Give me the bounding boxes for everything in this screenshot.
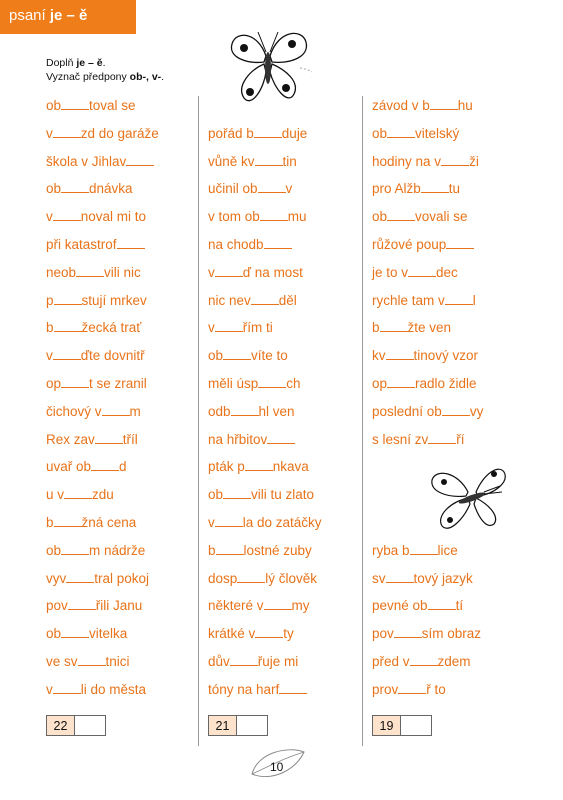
exercise-item xyxy=(372,234,532,262)
header-topic: je – ě xyxy=(49,7,88,24)
fill-in-blank[interactable] xyxy=(408,265,436,277)
exercise-text-before: ob xyxy=(208,487,224,503)
exercise-text-before: ryba b xyxy=(372,542,410,558)
exercise-text-after: vili tu zlato xyxy=(251,487,315,503)
exercise-text-after: tinový vzor xyxy=(413,348,479,364)
fill-in-blank[interactable] xyxy=(231,404,259,416)
exercise-item xyxy=(208,151,368,179)
exercise-text-before: ob xyxy=(46,98,62,113)
exercise-text-after: tí xyxy=(455,598,464,614)
exercise-item xyxy=(372,484,532,512)
exercise-item xyxy=(208,178,368,206)
exercise-text-before: kv xyxy=(372,348,386,364)
instruction-line-2: Vyznač předpony ob-, v-. xyxy=(46,71,165,83)
fill-in-blank[interactable] xyxy=(53,126,81,138)
fill-in-blank[interactable] xyxy=(254,126,282,138)
fill-in-blank[interactable] xyxy=(126,154,154,166)
exercise-text-after: tu xyxy=(448,181,461,197)
fill-in-blank[interactable] xyxy=(255,626,283,638)
exercise-item xyxy=(372,262,532,290)
fill-in-blank[interactable] xyxy=(445,293,473,305)
exercise-item xyxy=(46,262,206,290)
exercise-item xyxy=(46,456,206,484)
exercise-text-before: v xyxy=(208,264,215,280)
exercise-text-before: je to v xyxy=(372,264,409,280)
exercise-text-after: ži xyxy=(469,153,479,169)
fill-in-blank[interactable] xyxy=(230,654,258,666)
exercise-item xyxy=(208,262,368,290)
fill-in-blank[interactable] xyxy=(53,682,81,694)
fill-in-blank[interactable] xyxy=(380,320,408,332)
fill-in-blank[interactable] xyxy=(410,543,438,555)
exercise-text-before: při katastrof xyxy=(46,236,117,252)
fill-in-blank[interactable] xyxy=(61,376,89,388)
exercise-text-before: uvař ob xyxy=(46,459,92,475)
exercise-item xyxy=(46,345,206,373)
exercise-item xyxy=(372,151,532,179)
exercise-column-1 xyxy=(46,95,206,707)
exercise-item xyxy=(46,401,206,429)
score-input[interactable] xyxy=(237,716,267,735)
exercise-text-before: ob xyxy=(208,348,224,364)
exercise-item xyxy=(46,317,206,345)
exercise-item xyxy=(46,123,206,151)
exercise-item xyxy=(208,595,368,623)
score-total: 21 xyxy=(209,716,237,735)
exercise-text-before: ob xyxy=(46,542,62,558)
fill-in-blank[interactable] xyxy=(223,348,251,360)
exercise-text-after: v xyxy=(285,181,293,197)
page-number: 10 xyxy=(270,760,284,774)
fill-in-blank[interactable] xyxy=(68,598,96,610)
fill-in-blank[interactable] xyxy=(442,404,470,416)
exercise-text-before: v xyxy=(46,348,53,364)
exercise-text-before: na hřbitov xyxy=(208,431,268,447)
score-box-1 xyxy=(46,715,106,736)
exercise-text-after: noval mi to xyxy=(80,209,147,225)
exercise-item xyxy=(372,206,532,234)
fill-in-blank[interactable] xyxy=(258,181,286,193)
exercise-text-after: vitelka xyxy=(89,626,128,642)
exercise-text-before: b xyxy=(46,320,54,336)
exercise-text-after: t se zranil xyxy=(89,375,147,391)
exercise-item xyxy=(46,540,206,568)
fill-in-blank[interactable] xyxy=(215,265,243,277)
exercise-item xyxy=(372,373,532,401)
fill-in-blank[interactable] xyxy=(441,154,469,166)
exercise-text-before: nic nev xyxy=(208,292,251,308)
exercise-text-after: žte ven xyxy=(407,320,452,336)
exercise-text-after: řuje mi xyxy=(257,653,299,669)
fill-in-blank[interactable] xyxy=(264,237,292,249)
exercise-text-before: v tom ob xyxy=(208,209,260,225)
exercise-text-after: ří xyxy=(456,431,465,447)
exercise-text-before: v xyxy=(46,681,53,697)
exercise-text-before: v xyxy=(46,125,53,141)
exercise-text-before: v xyxy=(208,514,215,530)
exercise-text-after: lý člověk xyxy=(265,570,318,586)
fill-in-blank[interactable] xyxy=(223,487,251,499)
exercise-item xyxy=(208,373,368,401)
exercise-text-after: li do města xyxy=(80,681,147,697)
exercise-text-before: ob xyxy=(46,626,62,642)
fill-in-blank[interactable] xyxy=(387,126,415,138)
exercise-text-after: tříl xyxy=(122,431,138,447)
exercise-text-before: b xyxy=(208,542,216,558)
exercise-text-after: dnávka xyxy=(89,181,133,197)
exercise-text-after: děl xyxy=(278,292,297,308)
exercise-text-before: op xyxy=(46,375,62,391)
fill-in-blank[interactable] xyxy=(428,432,456,444)
exercise-item xyxy=(208,345,368,373)
exercise-text-after: l xyxy=(472,292,476,308)
exercise-text-before: na chodb xyxy=(208,236,264,252)
exercise-item xyxy=(46,429,206,457)
exercise-text-after: zdu xyxy=(92,487,114,503)
fill-in-blank[interactable] xyxy=(215,320,243,332)
page-header xyxy=(0,0,136,34)
exercise-text-after: hu xyxy=(457,98,473,113)
exercise-text-after: d xyxy=(119,459,127,475)
exercise-text-before: měli úsp xyxy=(208,375,259,391)
fill-in-blank[interactable] xyxy=(258,376,286,388)
exercise-item xyxy=(372,568,532,596)
exercise-text-after: ř to xyxy=(426,681,446,697)
exercise-text-before: rychle tam v xyxy=(372,292,445,308)
exercise-text-after: ďte dovnitř xyxy=(80,348,145,364)
exercise-item xyxy=(372,345,532,373)
exercise-text-before: závod v b xyxy=(372,98,430,113)
header-prefix: psaní xyxy=(9,7,50,24)
exercise-text-after: tral pokoj xyxy=(94,570,150,586)
exercise-text-before: růžové poup xyxy=(372,236,447,252)
exercise-text-after: nkava xyxy=(272,459,309,475)
exercise-text-before: pov xyxy=(46,598,68,614)
fill-in-blank[interactable] xyxy=(53,209,81,221)
exercise-text-after: sím obraz xyxy=(421,626,482,642)
fill-in-blank[interactable] xyxy=(237,571,265,583)
exercise-item xyxy=(46,651,206,679)
exercise-text-after: vitelský xyxy=(415,125,460,141)
exercise-item xyxy=(46,373,206,401)
fill-in-blank[interactable] xyxy=(61,626,89,638)
fill-in-blank[interactable] xyxy=(394,626,422,638)
exercise-text-before: před v xyxy=(372,653,410,669)
exercise-item xyxy=(208,95,368,123)
exercise-text-before: s lesní zv xyxy=(372,431,429,447)
exercise-item xyxy=(372,429,532,457)
exercise-text-after: my xyxy=(291,598,310,614)
exercise-item xyxy=(208,290,368,318)
exercise-text-after: víte to xyxy=(251,348,288,364)
exercise-text-after: vovali se xyxy=(415,209,468,225)
exercise-item xyxy=(46,595,206,623)
exercise-text-before: škola v Jihlav xyxy=(46,153,127,169)
exercise-text-after: tin xyxy=(282,153,297,169)
score-box-3 xyxy=(372,715,432,736)
exercise-item xyxy=(372,317,532,345)
exercise-item xyxy=(372,595,532,623)
exercise-text-after: tový jazyk xyxy=(413,570,473,586)
exercise-item xyxy=(208,568,368,596)
exercise-text-before: pořád b xyxy=(208,125,254,141)
fill-in-blank[interactable] xyxy=(264,598,292,610)
exercise-text-after: hl ven xyxy=(258,403,295,419)
exercise-text-after: tnici xyxy=(105,653,130,669)
fill-in-blank[interactable] xyxy=(386,348,414,360)
fill-in-blank[interactable] xyxy=(215,515,243,527)
exercise-item xyxy=(372,623,532,651)
fill-in-blank[interactable] xyxy=(251,293,279,305)
fill-in-blank[interactable] xyxy=(216,543,244,555)
exercise-item xyxy=(46,512,206,540)
exercise-item xyxy=(372,651,532,679)
fill-in-blank[interactable] xyxy=(64,487,92,499)
exercise-text-before: čichový v xyxy=(46,403,102,419)
fill-in-blank[interactable] xyxy=(54,320,82,332)
exercise-text-after: žná cena xyxy=(81,514,137,530)
exercise-item xyxy=(208,401,368,429)
exercise-item xyxy=(208,456,368,484)
exercise-text-after: řím ti xyxy=(242,320,273,336)
exercise-text-before: poslední ob xyxy=(372,403,442,419)
fill-in-blank[interactable] xyxy=(255,154,283,166)
exercise-text-before: ob xyxy=(372,125,388,141)
exercise-item xyxy=(208,623,368,651)
exercise-text-after: ď na most xyxy=(242,264,303,280)
fill-in-blank[interactable] xyxy=(446,237,474,249)
fill-in-blank[interactable] xyxy=(387,209,415,221)
exercise-item xyxy=(46,234,206,262)
exercise-item xyxy=(46,290,206,318)
fill-in-blank[interactable] xyxy=(91,459,119,471)
fill-in-blank[interactable] xyxy=(428,598,456,610)
exercise-text-after: duje xyxy=(281,125,308,141)
exercise-item xyxy=(208,484,368,512)
fill-in-blank[interactable] xyxy=(78,654,106,666)
exercise-text-before: p xyxy=(46,292,54,308)
exercise-item xyxy=(208,540,368,568)
exercise-item xyxy=(372,401,532,429)
exercise-item xyxy=(372,456,532,484)
exercise-text-before: v xyxy=(208,320,215,336)
exercise-item xyxy=(46,623,206,651)
fill-in-blank[interactable] xyxy=(95,432,123,444)
exercise-text-before: hodiny na v xyxy=(372,153,442,169)
exercise-text-after: vili nic xyxy=(104,264,141,280)
exercise-item xyxy=(46,151,206,179)
fill-in-blank[interactable] xyxy=(267,432,295,444)
score-total: 19 xyxy=(373,716,401,735)
exercise-text-before: op xyxy=(372,375,388,391)
fill-in-blank[interactable] xyxy=(53,348,81,360)
fill-in-blank[interactable] xyxy=(260,209,288,221)
exercise-text-after: dec xyxy=(436,264,458,280)
exercise-text-after: mu xyxy=(287,209,307,225)
exercise-text-before: neob xyxy=(46,264,77,280)
exercise-text-after: ch xyxy=(286,375,301,391)
score-box-2 xyxy=(208,715,268,736)
exercise-item xyxy=(46,95,206,123)
exercise-text-before: sv xyxy=(372,570,386,586)
exercise-text-before: pevné ob xyxy=(372,598,428,614)
exercise-item xyxy=(46,484,206,512)
fill-in-blank[interactable] xyxy=(66,571,94,583)
instructions xyxy=(46,56,164,84)
exercise-item xyxy=(208,317,368,345)
exercise-item xyxy=(372,679,532,707)
fill-in-blank[interactable] xyxy=(61,543,89,555)
exercise-text-after: lice xyxy=(437,542,458,558)
exercise-text-after: lostné zuby xyxy=(243,542,312,558)
exercise-text-after: m nádrže xyxy=(89,542,146,558)
exercise-text-before: u v xyxy=(46,487,65,503)
exercise-text-before: b xyxy=(372,320,380,336)
exercise-text-before: učinil ob xyxy=(208,181,258,197)
score-total: 22 xyxy=(47,716,75,735)
exercise-item xyxy=(208,234,368,262)
fill-in-blank[interactable] xyxy=(76,265,104,277)
fill-in-blank[interactable] xyxy=(430,98,458,110)
instruction-line-1: Doplň je – ě. xyxy=(46,57,106,69)
exercise-item xyxy=(372,290,532,318)
exercise-text-before: tóny na harf xyxy=(208,681,280,697)
exercise-text-before: krátké v xyxy=(208,626,256,642)
exercise-text-before: dův xyxy=(208,653,230,669)
exercise-text-after: la do zatáčky xyxy=(242,514,322,530)
exercise-item xyxy=(372,540,532,568)
exercise-text-after: radlo židle xyxy=(415,375,477,391)
exercise-item xyxy=(208,123,368,151)
fill-in-blank[interactable] xyxy=(54,293,82,305)
exercise-item xyxy=(372,512,532,540)
exercise-text-before: některé v xyxy=(208,598,264,614)
fill-in-blank[interactable] xyxy=(61,98,89,110)
exercise-column-2 xyxy=(208,95,368,707)
fill-in-blank[interactable] xyxy=(245,459,273,471)
exercise-item xyxy=(46,206,206,234)
fill-in-blank[interactable] xyxy=(54,515,82,527)
fill-in-blank[interactable] xyxy=(386,571,414,583)
fill-in-blank[interactable] xyxy=(102,404,130,416)
exercise-text-before: dosp xyxy=(208,570,238,586)
exercise-item xyxy=(372,178,532,206)
exercise-item xyxy=(372,95,532,123)
exercise-text-after: stují mrkev xyxy=(81,292,147,308)
fill-in-blank[interactable] xyxy=(410,654,438,666)
exercise-text-before: vyv xyxy=(46,570,67,586)
exercise-text-after: ty xyxy=(283,626,294,642)
exercise-text-before: ve sv xyxy=(46,653,78,669)
exercise-text-before: odb xyxy=(208,403,231,419)
exercise-item xyxy=(372,123,532,151)
exercise-item xyxy=(46,568,206,596)
fill-in-blank[interactable] xyxy=(117,237,145,249)
score-input[interactable] xyxy=(401,716,431,735)
exercise-text-after: toval se xyxy=(89,98,136,113)
fill-in-blank[interactable] xyxy=(387,376,415,388)
exercise-text-before: vůně kv xyxy=(208,153,255,169)
exercise-text-after: řili Janu xyxy=(95,598,143,614)
exercise-item xyxy=(208,206,368,234)
exercise-text-before: Rex zav xyxy=(46,431,95,447)
exercise-text-after: zdem xyxy=(437,653,471,669)
exercise-item xyxy=(208,679,368,707)
exercise-item xyxy=(208,651,368,679)
exercise-item xyxy=(208,512,368,540)
exercise-text-before: ob xyxy=(372,209,388,225)
fill-in-blank[interactable] xyxy=(398,682,426,694)
exercise-text-before: v xyxy=(46,209,53,225)
exercise-text-before: b xyxy=(46,514,54,530)
exercise-text-before: pták p xyxy=(208,459,245,475)
score-input[interactable] xyxy=(75,716,105,735)
exercise-text-before: prov xyxy=(372,681,399,697)
exercise-text-after: zd do garáže xyxy=(80,125,159,141)
fill-in-blank[interactable] xyxy=(279,682,307,694)
exercise-text-after: vy xyxy=(469,403,484,419)
fill-in-blank[interactable] xyxy=(421,181,449,193)
fill-in-blank[interactable] xyxy=(61,181,89,193)
exercise-text-after: m xyxy=(129,403,141,419)
exercise-item xyxy=(46,178,206,206)
exercise-item xyxy=(208,429,368,457)
exercise-text-before: pov xyxy=(372,626,394,642)
exercise-item xyxy=(46,679,206,707)
exercise-column-3 xyxy=(372,95,532,707)
exercise-text-before: ob xyxy=(46,181,62,197)
exercise-text-after: žecká trať xyxy=(81,320,142,336)
exercise-text-before: pro Alžb xyxy=(372,181,421,197)
